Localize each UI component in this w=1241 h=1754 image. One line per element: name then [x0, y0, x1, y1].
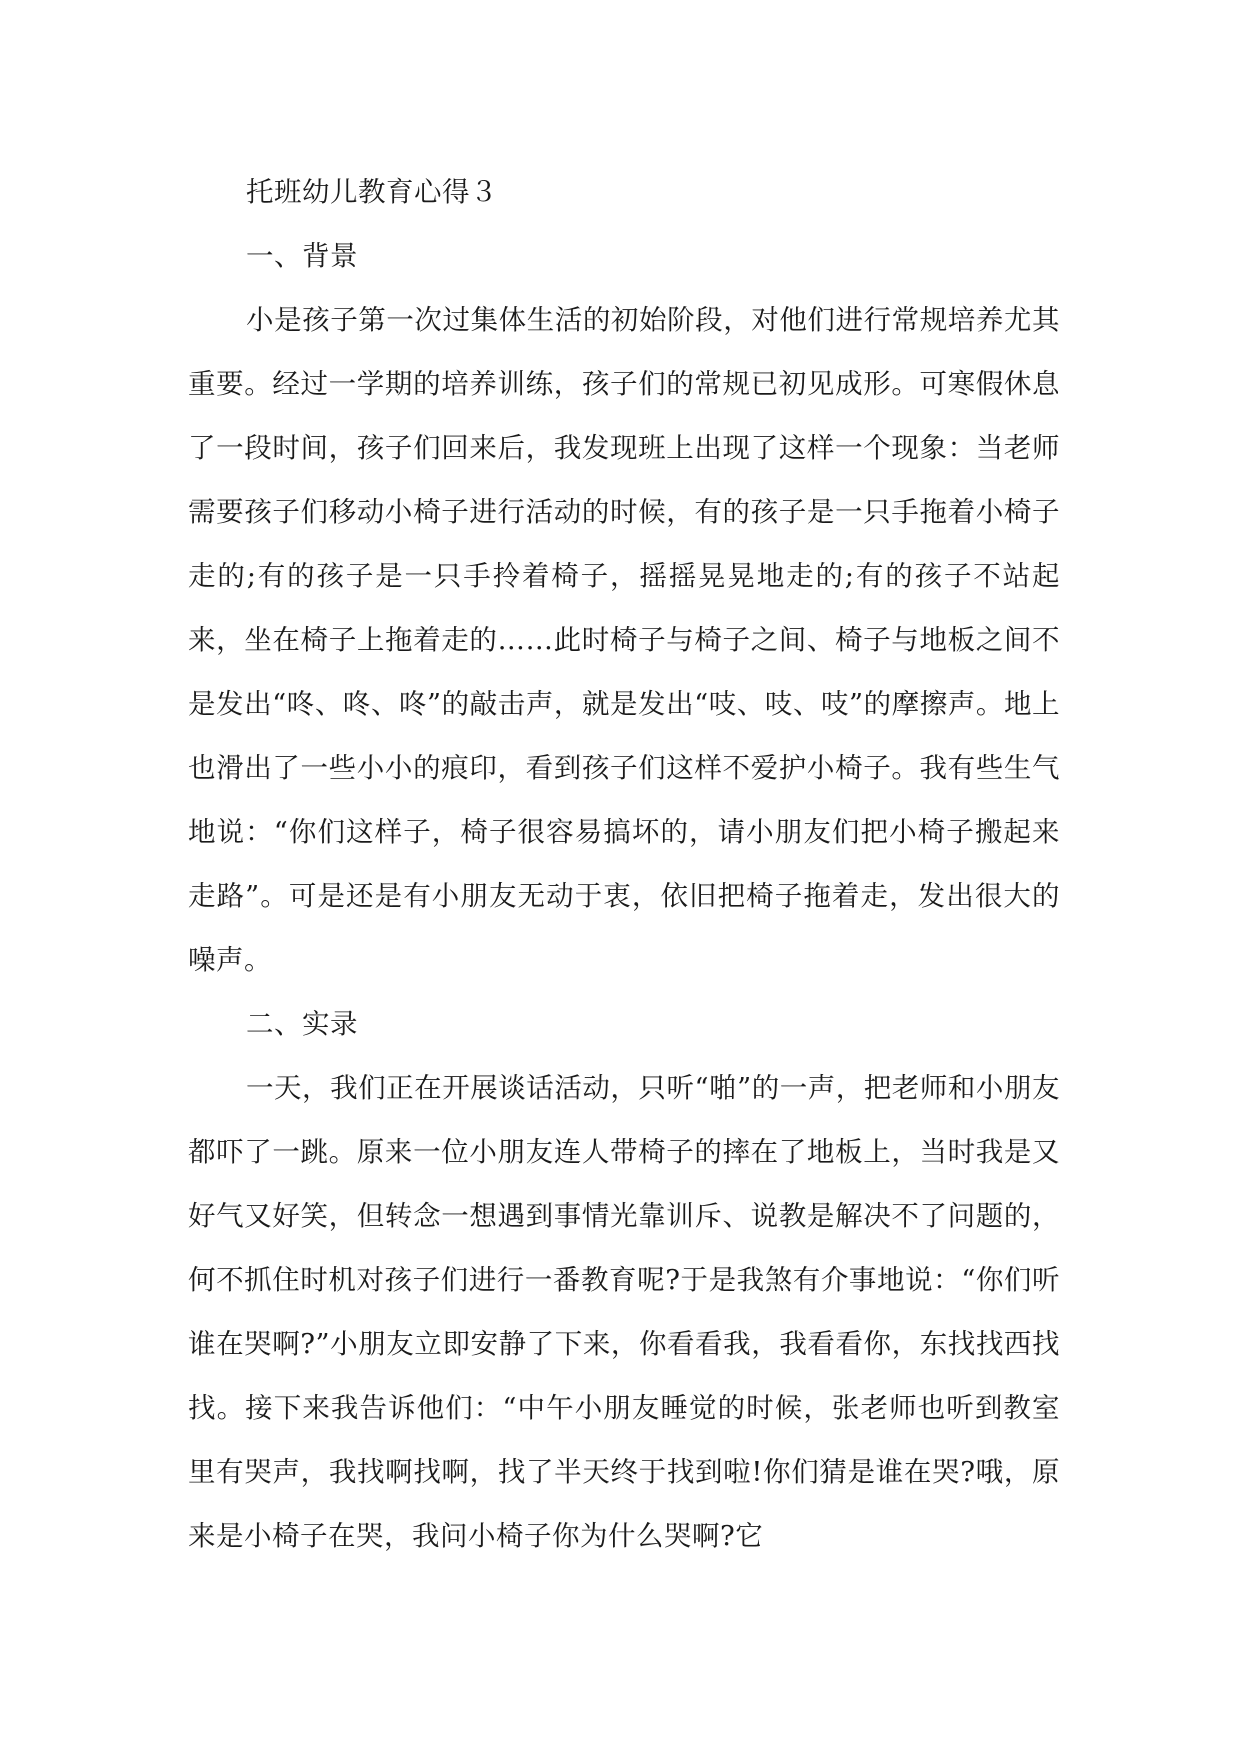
- section-heading-background: 一、背景: [246, 240, 358, 272]
- document-body: [188, 160, 1060, 1568]
- section-paragraph-record: 一天，我们正在开展谈话活动，只听“啪”的一声，把老师和小朋友都吓了一跳。原来一位小朋友连人带椅子的摔在了地板上，当时我是又好气又好笑，但转念一想遇到事情光靠训斥、说教是解决不了问题的，何不抓住时机对孩子们进行一番教育呢?于是我煞有介事地说：“你们听谁在哭啊?”小朋友立即安静了下来，你看看我，我看看你，东找找西找找。接下来我告诉他们：“中午小朋友睡觉的时候，张老师也听到教室里有哭声，我找啊找啊，找了半天终于找到啦!你们猜是谁在哭?哦，原来是小椅子在哭，我问小椅子你为什么哭啊?它: [188, 1072, 1060, 1552]
- section-paragraph-background: 小是孩子第一次过集体生活的初始阶段，对他们进行常规培养尤其重要。经过一学期的培养训练，孩子们的常规已初见成形。可寒假休息了一段时间，孩子们回来后，我发现班上出现了这样一个现象：当老师需要孩子们移动小椅子进行活动的时候，有的孩子是一只手拖着小椅子走的;有的孩子是一只手拎着椅子，摇摇晃晃地走的;有的孩子不站起来，坐在椅子上拖着走的……此时椅子与椅子之间、椅子与地板之间不是发出“咚、咚、咚”的敲击声，就是发出“吱、吱、吱”的摩擦声。地上也滑出了一些小小的痕印，看到孩子们这样不爱护小椅子。我有些生气地说：“你们这样子，椅子很容易搞坏的，请小朋友们把小椅子搬起来走路”。可是还是有小朋友无动于衷，依旧把椅子拖着走，发出很大的噪声。: [188, 304, 1060, 976]
- document-title: 托班幼儿教育心得３: [246, 176, 498, 208]
- section-heading-record: 二、实录: [246, 1008, 358, 1040]
